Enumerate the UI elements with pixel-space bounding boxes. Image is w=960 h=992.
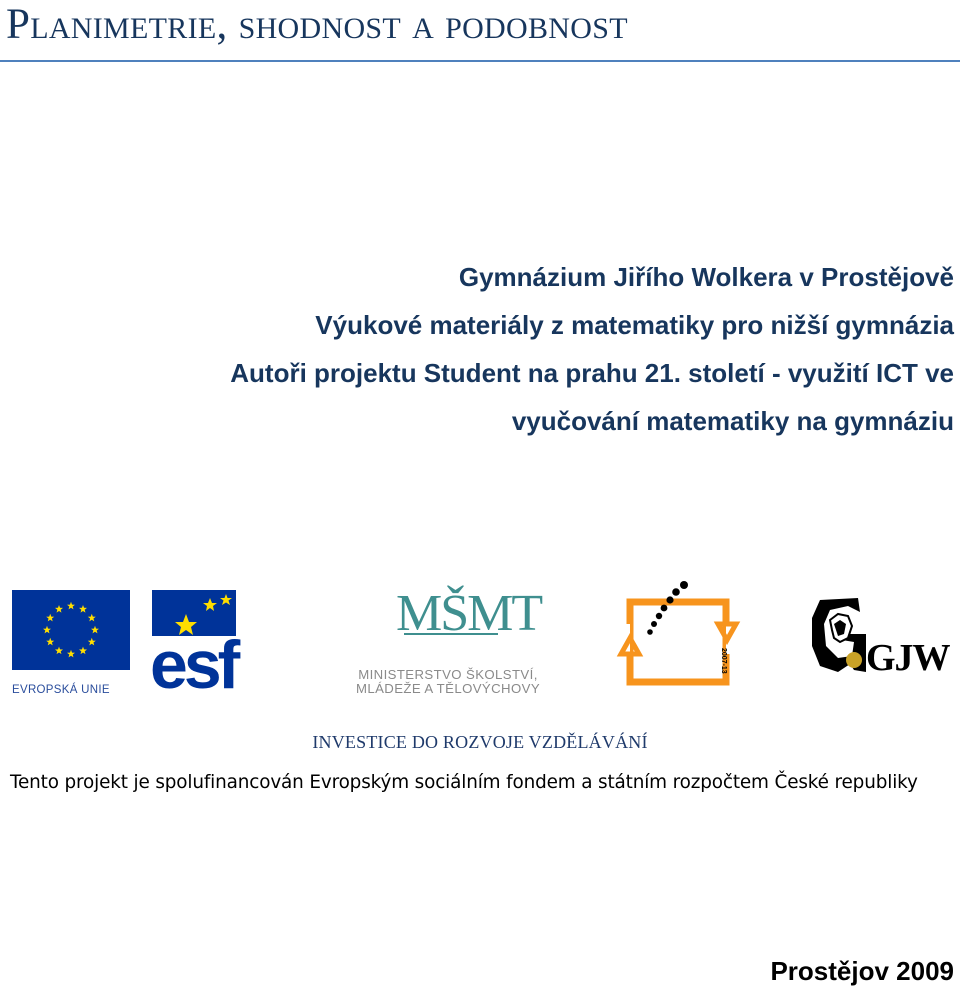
msmt-line-1: MINISTERSTVO ŠKOLSTVÍ, — [358, 667, 538, 682]
ict-years: 2007-13 — [720, 648, 727, 674]
msmt-line-2: MLÁDEŽE A TĚLOVÝCHOVY — [355, 681, 541, 696]
msmt-mark-icon — [396, 585, 542, 666]
eu-logo — [12, 590, 130, 696]
esf-emblem-icon — [150, 590, 264, 703]
school-name: Gymnázium Jiřího Wolkera v Prostějově — [458, 262, 954, 292]
gjw-text: GJW — [866, 637, 950, 679]
eu-flag-icon — [12, 590, 130, 670]
footer-place-year: Prostějov 2009 — [770, 956, 954, 986]
logo-strip — [0, 580, 960, 703]
msmt-mark-text: MŠMT — [396, 585, 542, 642]
eu-label: EVROPSKÁ UNIE — [12, 684, 110, 696]
authors-line-2: vyučování matematiky na gymnáziu — [511, 406, 954, 436]
ict-project-logo — [618, 580, 740, 690]
document-title: Planimetrie, shodnost a podobnost — [6, 1, 628, 48]
msmt-name — [338, 668, 558, 696]
title-underline — [0, 60, 960, 62]
authors-line-1: Autoři projektu Student na prahu 21. století - využití ICT ve — [230, 358, 954, 388]
esf-logo — [150, 590, 264, 703]
esf-text: esf — [150, 627, 237, 703]
msmt-logo — [338, 585, 558, 696]
gjw-emblem-icon — [808, 594, 950, 679]
gjw-logo — [808, 594, 950, 679]
school-info — [54, 253, 954, 445]
investment-slogan — [0, 732, 960, 753]
materials-line: Výukové materiály z matematiky pro nižší gymnázia — [315, 310, 954, 340]
slogan-text: INVESTICE DO ROZVOJE VZDĚLÁVÁNÍ — [312, 732, 648, 752]
cofinancing-statement: Tento projekt je spolufinancován Evropským sociálním fondem a státním rozpočtem České republiky — [10, 772, 918, 793]
ict-loop-icon — [618, 580, 740, 690]
